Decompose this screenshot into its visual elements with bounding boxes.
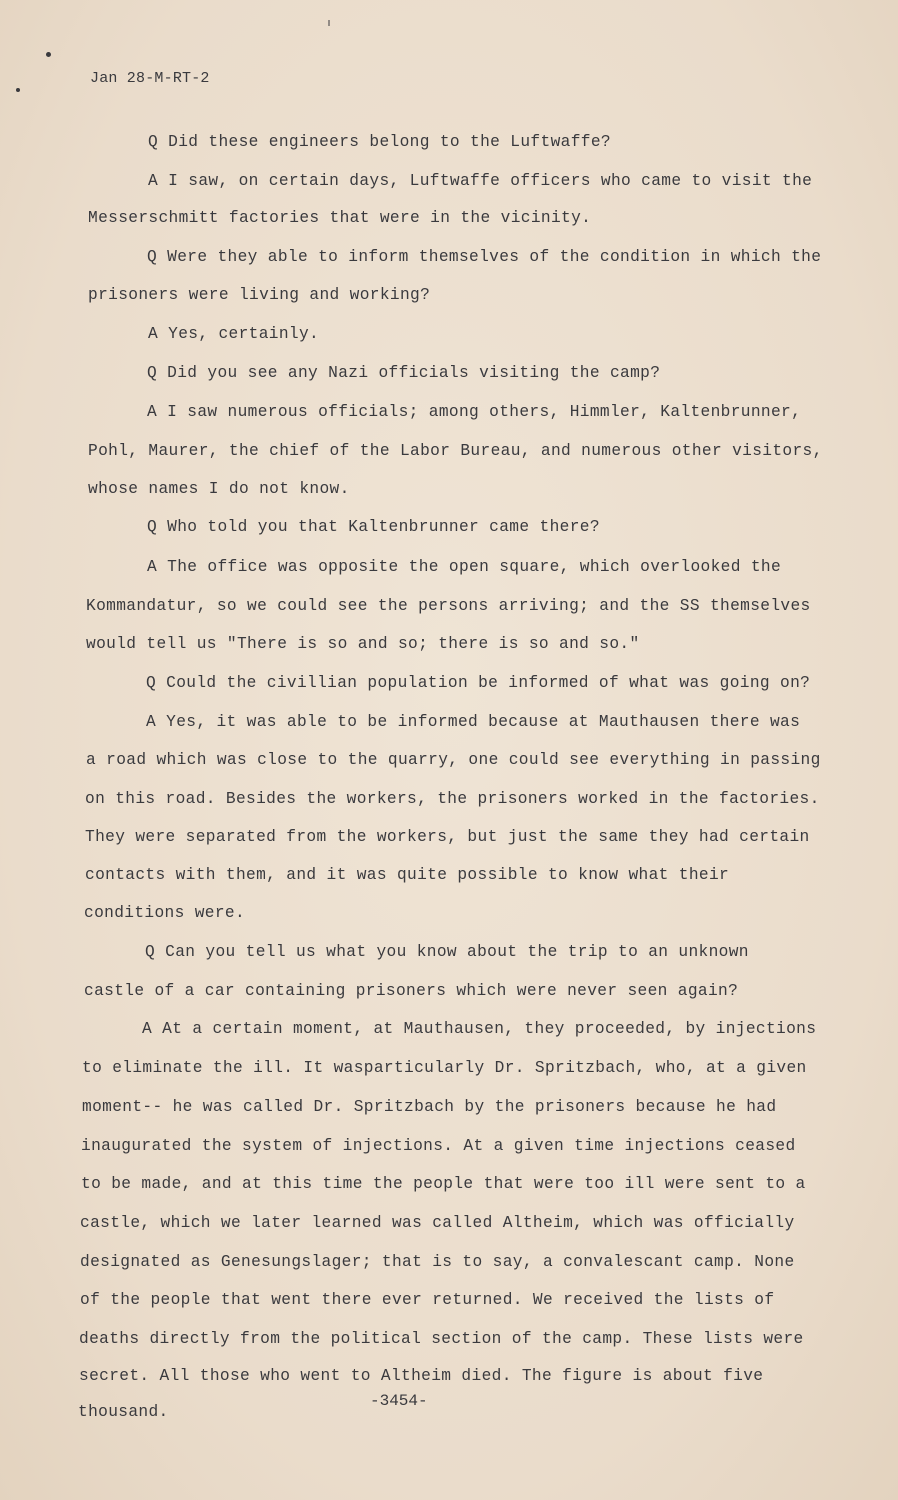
text-line: They were separated from the workers, but just the same they had certain — [85, 828, 810, 846]
ink-mark — [46, 52, 51, 57]
text-line: contacts with them, and it was quite possible to know what their — [85, 866, 730, 884]
text-line: secret. All those who went to Altheim died. The figure is about five — [79, 1367, 764, 1385]
text-line: would tell us "There is so and so; there is so and so." — [86, 635, 640, 653]
text-line: moment-- he was called Dr. Spritzbach by the prisoners because he had — [82, 1098, 777, 1116]
text-line: A Yes, it was able to be informed because at Mauthausen there was — [146, 713, 801, 731]
text-line: Q Did you see any Nazi officials visiting the camp? — [147, 364, 661, 382]
text-line: castle of a car containing prisoners which were never seen again? — [84, 982, 739, 1000]
page-number: -3454- — [370, 1392, 428, 1410]
text-line: Messerschmitt factories that were in the vicinity. — [88, 209, 592, 227]
ink-mark — [16, 88, 20, 92]
ink-mark — [328, 20, 330, 26]
text-line: whose names I do not know. — [88, 480, 350, 498]
text-line: deaths directly from the political section of the camp. These lists were — [79, 1330, 804, 1348]
text-line: Kommandatur, so we could see the persons arriving; and the SS themselves — [86, 597, 811, 615]
text-line: prisoners were living and working? — [88, 286, 431, 304]
text-line: inaugurated the system of injections. At a given time injections ceased — [81, 1137, 796, 1155]
text-line: A The office was opposite the open square, which overlooked the — [147, 558, 782, 576]
text-line: A I saw numerous officials; among others, Himmler, Kaltenbrunner, — [147, 403, 802, 421]
text-line: A At a certain moment, at Mauthausen, they proceeded, by injections — [142, 1020, 817, 1038]
text-line: castle, which we later learned was called Altheim, which was officially — [80, 1214, 795, 1232]
text-line: designated as Genesungslager; that is to say, a convalescant camp. None — [80, 1253, 795, 1271]
text-line: to be made, and at this time the people that were too ill were sent to a — [81, 1175, 806, 1193]
text-line: Q Could the civillian population be informed of what was going on? — [146, 674, 811, 692]
text-line: A I saw, on certain days, Luftwaffe officers who came to visit the — [148, 172, 813, 190]
text-line: Q Did these engineers belong to the Luftwaffe? — [148, 133, 611, 151]
text-line: of the people that went there ever returned. We received the lists of — [80, 1291, 775, 1309]
text-line: A Yes, certainly. — [148, 325, 320, 343]
text-line: thousand. — [78, 1403, 169, 1421]
text-line: Q Were they able to inform themselves of the condition in which the — [147, 248, 822, 266]
text-line: to eliminate the ill. It wasparticularly Dr. Spritzbach, who, at a given — [82, 1059, 807, 1077]
text-line: Q Who told you that Kaltenbrunner came there? — [147, 518, 600, 536]
text-line: a road which was close to the quarry, one could see everything in passing — [86, 751, 821, 769]
document-header: Jan 28-M-RT-2 — [90, 70, 210, 87]
text-line: Pohl, Maurer, the chief of the Labor Bureau, and numerous other visitors, — [88, 442, 823, 460]
text-line: Q Can you tell us what you know about the trip to an unknown — [145, 943, 749, 961]
text-line: conditions were. — [84, 904, 246, 922]
text-line: on this road. Besides the workers, the prisoners worked in the factories. — [85, 790, 820, 808]
